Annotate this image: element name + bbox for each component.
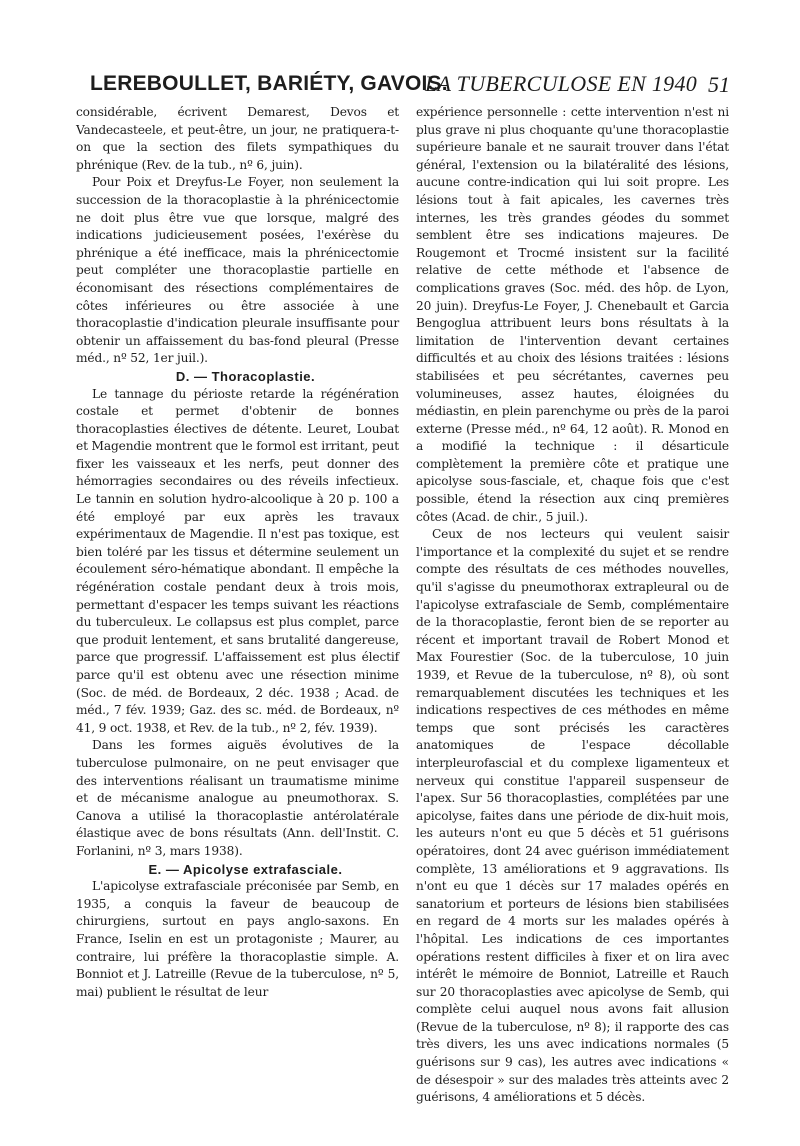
section-heading-e: E. — Apicolyse extrafasciale. xyxy=(148,861,343,877)
paragraph: L'apicolyse extrafasciale préconisée par Semb, en 1935, a conquis la faveur de beaucoup de chirurgiens, surtout en pays anglo-saxons. En France, Iselin en est un protagoniste ; Maurer, au contraire, lui préfère la thoracoplastie simple. A. Bonniot et J. Latreille (Revue de la tuberculose, nº 5, mai) publient le résultat de leur xyxy=(76,879,399,999)
section-heading-d: D. — Thoracoplastie. xyxy=(175,368,316,384)
header-authors: LEREBOULLET, BARIÉTY, GAVOIS. xyxy=(90,72,448,95)
paragraph: Pour Poix et Dreyfus-Le Foyer, non seulement la succession de la thoracoplastie à la phrénicectomie ne doit plus être vue que lorsque, malgré des indications judicieusement posées, l'exérèse du phrénique a été inefficace, mais la phrénicectomie peut compléter une thoracoplastie partielle en économisant des résections complémentaires de côtes inférieures ou être associée à une thoracoplastie d'indication pleurale insuffisante pour obtenir un affaissement du bas-fond pleural (Presse méd., nº 52, 1er juil.). xyxy=(76,175,399,366)
paragraph: Dans les formes aiguës évolutives de la tuberculose pulmonaire, on ne peut envisager que des interventions réalisant un traumatisme minime et de mécanisme analogue au pneumothorax. S. Canova a utilisé la thoracoplastie antérolatérale élastique avec de bons résultats (Ann. dell'Instit. C. Forlanini, nº 3, mars 1938). xyxy=(76,738,399,858)
page-number: 51 xyxy=(708,72,730,97)
page-header xyxy=(90,72,730,106)
header-title: LA TUBERCULOSE EN 1940 xyxy=(425,71,698,96)
right-column xyxy=(416,104,729,1107)
left-column xyxy=(76,104,399,1001)
paragraph: Le tannage du périoste retarde la régénération costale et permet d'obtenir de bonnes thoracoplasties électives de détente. Leuret, Loubat et Magendie montrent que le formol est irritant, peut fixer les vaisseaux et les nerfs, peut donner des hémorragies secondaires ou des réveils infectieux. Le tannin en solution hydro-alcoolique à 20 p. 100 a été employé par eux après les travaux expérimentaux de Magendie. Il n'est pas toxique, est bien toléré par les tissus et détermine seulement un écoulement séro-hématique abondant. Il empêche la régénération costale pendant deux à trois mois, permettant d'espacer les temps suivant les réactions du tuberculeux. Le collapsus est plus complet, parce que produit lentement, et sans brutalité dangereuse, parce que progressif. L'affaissement est plus électif parce qu'il est obtenu avec une résection minime (Soc. de méd. de Bordeaux, 2 déc. 1938 ; Acad. de méd., 7 fév. 1939; Gaz. des sc. méd. de Bordeaux, nº 41, 9 oct. 1938, et Rev. de la tub., nº 2, fév. 1939). xyxy=(76,386,399,735)
paragraph: considérable, écrivent Demarest, Devos et Vandecasteele, et peut-être, un jour, ne pratiquera-t-on que la section des filets sympathiques du phrénique (Rev. de la tub., nº 6, juin). xyxy=(76,105,399,172)
paragraph: expérience personnelle : cette intervention n'est ni plus grave ni plus choquante qu'une thoracoplastie supérieure banale et ne saurait trouver dans l'état général, l'extension ou la bilatéralité des lésions, aucune contre-indication qui lui soit propre. Les lésions tout à fait apicales, les cavernes très internes, les très grandes géodes du sommet semblent être ses indications majeures. De Rougemont et Trocmé insistent sur la facilité relative de cette méthode et l'absence de complications graves (Soc. méd. des hôp. de Lyon, 20 juin). Dreyfus-Le Foyer, J. Chenebault et Garcia Bengoglua attribuent leurs bons résultats à la limitation de l'intervention devant certaines difficultés et au choix des lésions traitées : lésions stabilisées et peu sécrétantes, cavernes peu volumineuses, assez hautes, éloignées du médiastin, en plein parenchyme ou près de la paroi externe (Presse méd., nº 64, 12 août). R. Monod en a modifié la technique : il désarticule complètement la première côte et pratique une apicolyse sous-fasciale, et, chaque fois que c'est possible, étend la résection aux cinq premières côtes (Acad. de chir., 5 juil.). xyxy=(416,105,729,524)
paragraph: Ceux de nos lecteurs qui veulent saisir l'importance et la complexité du sujet et se rendre compte des résultats de ces méthodes nouvelles, qu'il s'agisse du pneumothorax extrapleural ou de l'apicolyse extrafasciale de Semb, complémentaire de la thoracoplastie, feront bien de se reporter au récent et important travail de Robert Monod et Max Fourestier (Soc. de la tuberculose, 10 juin 1939, et Revue de la tuberculose, nº 8), où sont remarquablement discutées les techniques et les indications respectives de ces méthodes en même temps que sont précisés les caractères anatomiques de l'espace décollable interpleurofascial et du complexe ligamenteux et nerveux qui constitue l'appareil suspenseur de l'apex. Sur 56 thoracoplasties, complétées par une apicolyse, faites dans une période de dix-huit mois, les auteurs n'ont eu que 5 décès et 51 guérisons opératoires, dont 24 avec guérison immédiatement complète, 13 améliorations et 9 aggravations. Ils n'ont eu que 1 décès sur 17 malades opérés en sanatorium et porteurs de lésions bien stabilisées en regard de 4 morts sur les malades opérés à l'hôpital. Les indications de ces importantes opérations restent difficiles à fixer et on lira avec intérêt le mémoire de Bonniot, Latreille et Rauch sur 20 thoracoplasties avec apicolyse de Semb, qui complète celui auquel nous avons fait allusion (Revue de la tuberculose, nº 8); il rapporte des cas très divers, les uns avec indications normales (5 guérisons sur 9 cas), les autres avec indications « de désespoir » sur des malades très atteints avec 2 guérisons, 4 améliorations et 5 décès. xyxy=(416,527,729,1105)
